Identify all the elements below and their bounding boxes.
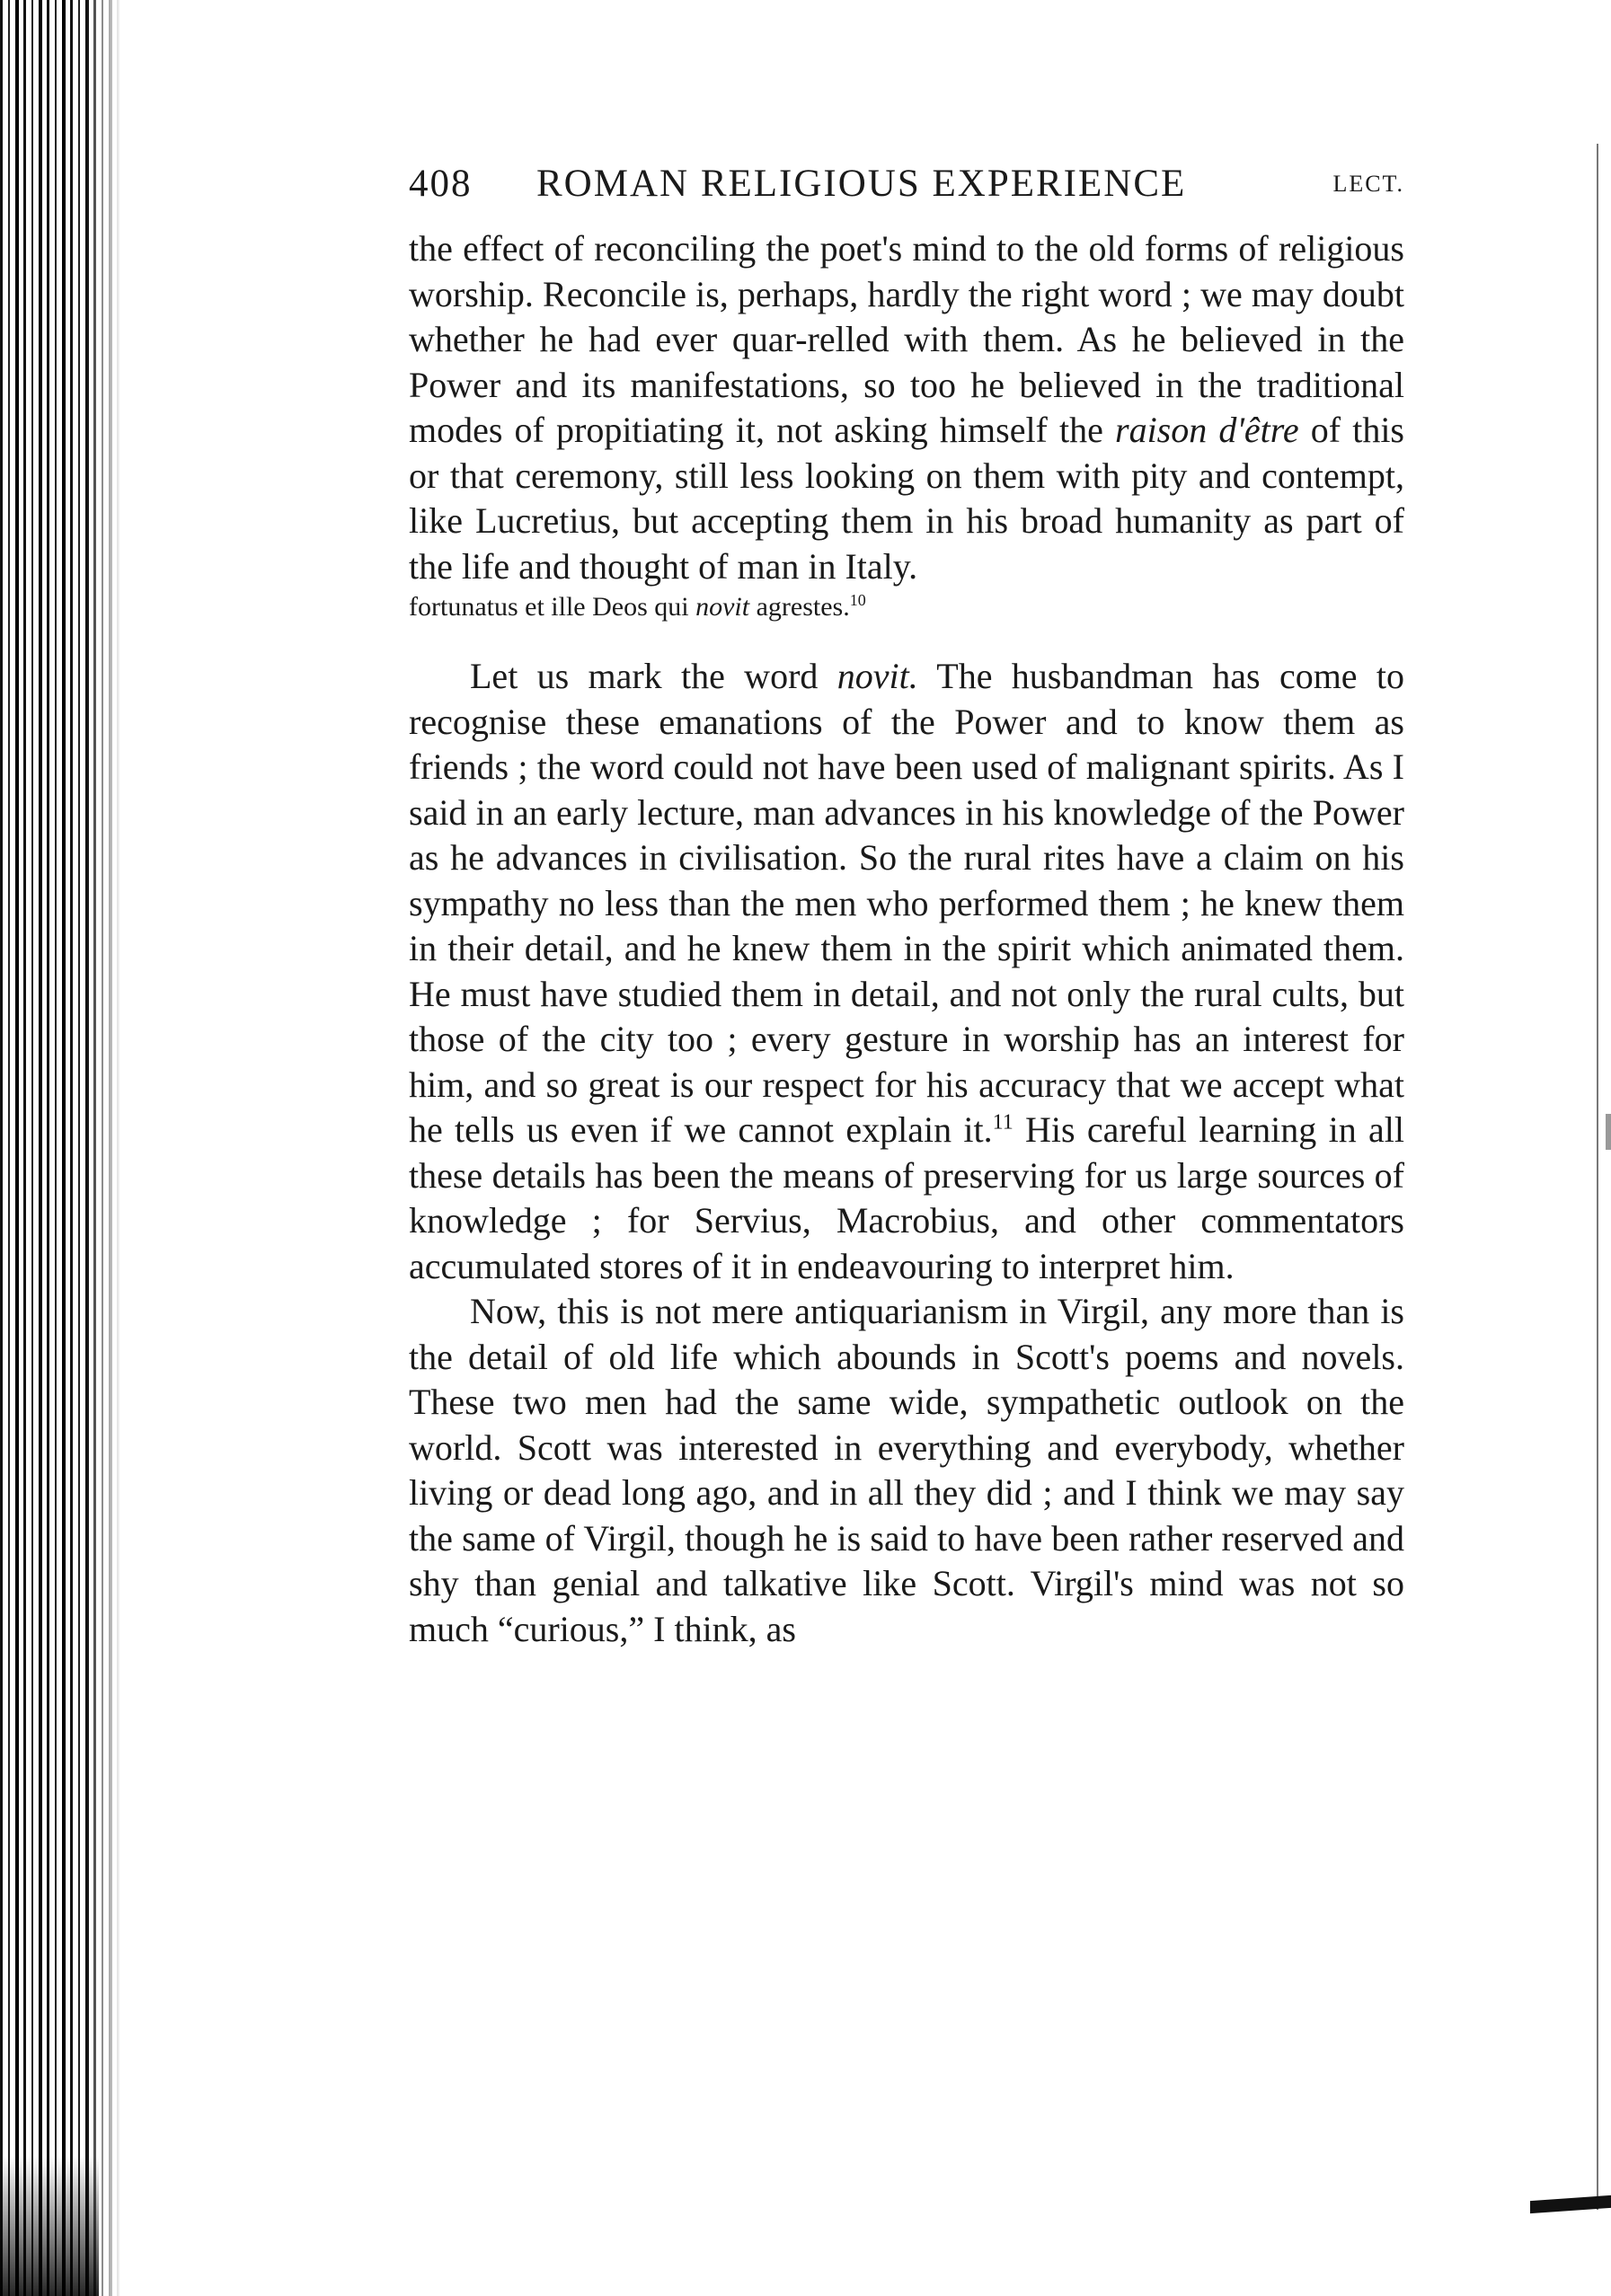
quotation-text-a: fortunatus et ille Deos qui [409, 592, 696, 622]
body-text [409, 226, 1404, 1652]
paragraph-1-italic: raison d'être [1115, 410, 1299, 450]
paragraph-1 [409, 226, 1404, 589]
footnote-ref-11: 11 [992, 1110, 1014, 1135]
paragraph-2 [409, 654, 1404, 1289]
paragraph-2-italic: novit. [836, 656, 918, 696]
paragraph-1-text-b: of this or that ceremony, still less looking on them with pity and contempt, like Lucretius, but accepting them in his broad humanity as part of the life and thought of man in Italy. [409, 410, 1404, 587]
quotation-italic: novit [695, 592, 750, 622]
book-binding-edge [0, 0, 121, 2296]
page-edge-mark [1606, 1114, 1611, 1150]
book-page [409, 162, 1404, 1652]
binding-shadow [0, 2156, 99, 2296]
paragraph-2-text-a: Let us mark the word [470, 656, 837, 696]
running-header [409, 162, 1404, 217]
page-right-edge [1597, 144, 1598, 2210]
footnote-ref-10: 10 [849, 591, 866, 609]
running-title: ROMAN RELIGIOUS EXPERIENCE [536, 163, 1187, 205]
paragraph-3: Now, this is not mere antiquarianism in Virgil, any more than is the detail of old life which abounds in Scott's poems and novels. These two men had the same wide, sympathetic outlook on the world. Scott was interested in everything and everybody, whether living or dead long ago, and in all they did ; and I think we may say the same of Virgil, though he is said to have been rather reserved and shy than genial and talkative like Scott. Virgil's mind was not so much “curious,” I think, as [409, 1291, 1404, 1649]
page-corner-shadow [1530, 2195, 1611, 2213]
paragraph-1-text-a: the effect of reconciling the poet's mind to the old forms of religious worship. Reconcile is, perhaps, hardly the right word ; we may doubt whether he had ever quar-relled with them. As he believed in the Power and its manifestations, so too he believed in the traditional modes of propitiating it, not asking himself the [409, 228, 1404, 450]
quotation-text-b: agrestes. [749, 592, 850, 622]
page-number: 408 [409, 163, 473, 205]
paragraph-2-text-b: The husbandman has come to recognise these emanations of the Power and to know them as friends ; the word could not have been used of malignant spirits. As I said in an early lecture, man advances in his knowledge of the Power as he advances in civilisation. So the rural rites have a claim on his sympathy no less than the men who performed them ; he knew them in their detail, and he knew them in the spirit which animated them. He must have studied them in detail, and not only the rural cults, but those of the city too ; every gesture in worship has an interest for him, and so great is our respect for his accuracy that we accept what he tells us even if we cannot explain it. [409, 656, 1404, 1150]
latin-quotation [409, 589, 1404, 654]
paragraph-2-text-c: His careful learning in all these details has been the means of preserving for us large sources of knowledge ; for Servius, Macrobius, and other commentators accumulated stores of it in endeavouring to interpret him. [409, 1109, 1404, 1286]
section-label: LECT. [1332, 171, 1404, 197]
